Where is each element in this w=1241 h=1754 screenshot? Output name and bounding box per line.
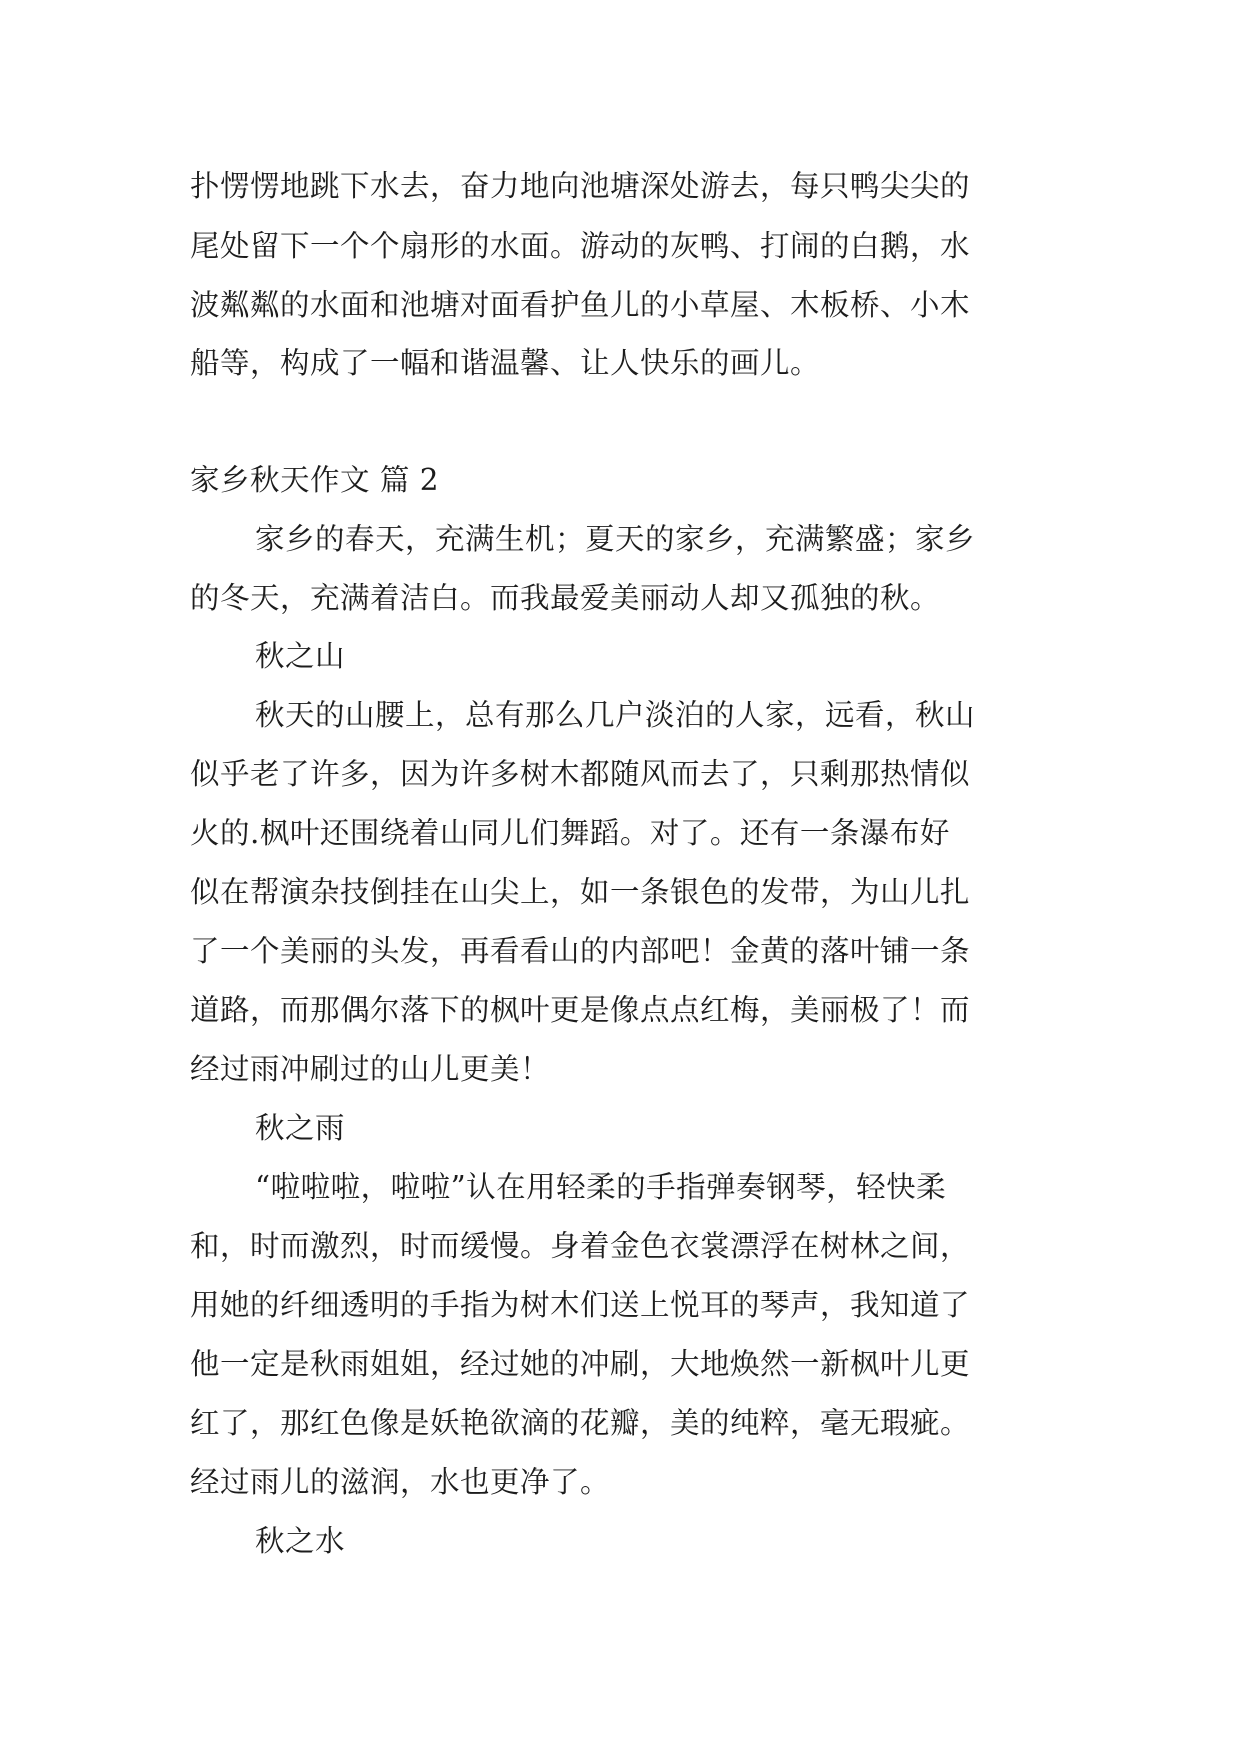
paragraph-line: 道路，而那偶尔落下的枫叶更是像点点红梅，美丽极了！而: [190, 993, 971, 1027]
paragraph-line: 火的.枫叶还围绕着山同儿们舞蹈。对了。还有一条瀑布好: [190, 816, 950, 850]
paragraph-line: 用她的纤细透明的手指为树木们送上悦耳的琴声，我知道了: [190, 1288, 971, 1322]
paragraph-line: 船等，构成了一幅和谐温馨、让人快乐的画儿。: [190, 346, 821, 380]
paragraph-line: 扑愣愣地跳下水去，奋力地向池塘深处游去，每只鸭尖尖的: [190, 169, 971, 203]
paragraph-line: 了一个美丽的头发，再看看山的内部吧！金黄的落叶铺一条: [190, 934, 971, 968]
paragraph-line: 似在帮演杂技倒挂在山尖上，如一条银色的发带，为山儿扎: [190, 875, 971, 909]
paragraph-line: 的冬天，充满着洁白。而我最爱美丽动人却又孤独的秋。: [190, 581, 941, 615]
paragraph-line: “啦啦啦，啦啦”认在用轻柔的手指弹奏钢琴，轻快柔: [255, 1170, 947, 1204]
paragraph-line: 红了，那红色像是妖艳欲滴的花瓣，美的纯粹，毫无瑕疵。: [190, 1406, 971, 1440]
section-heading: 家乡秋天作文 篇 2: [190, 463, 440, 497]
subheading-autumn-rain: 秋之雨: [255, 1111, 346, 1145]
paragraph-line: 似乎老了许多，因为许多树木都随风而去了，只剩那热情似: [190, 757, 971, 791]
paragraph-line: 经过雨冲刷过的山儿更美！: [190, 1052, 551, 1086]
subheading-autumn-water: 秋之水: [255, 1524, 346, 1558]
subheading-autumn-mountain: 秋之山: [255, 639, 346, 673]
paragraph-line: 和，时而激烈，时而缓慢。身着金色衣裳漂浮在树林之间，: [190, 1229, 971, 1263]
paragraph-line: 他一定是秋雨姐姐，经过她的冲刷，大地焕然一新枫叶儿更: [190, 1347, 971, 1381]
paragraph-line: 波粼粼的水面和池塘对面看护鱼儿的小草屋、木板桥、小木: [190, 288, 971, 322]
paragraph-line: 经过雨儿的滋润，水也更净了。: [190, 1465, 611, 1499]
paragraph-line: 秋天的山腰上，总有那么几户淡泊的人家，远看，秋山: [255, 698, 976, 732]
paragraph-line: 家乡的春天，充满生机；夏天的家乡，充满繁盛；家乡: [255, 522, 976, 556]
paragraph-line: 尾处留下一个个扇形的水面。游动的灰鸭、打闹的白鹅，水: [190, 229, 971, 263]
